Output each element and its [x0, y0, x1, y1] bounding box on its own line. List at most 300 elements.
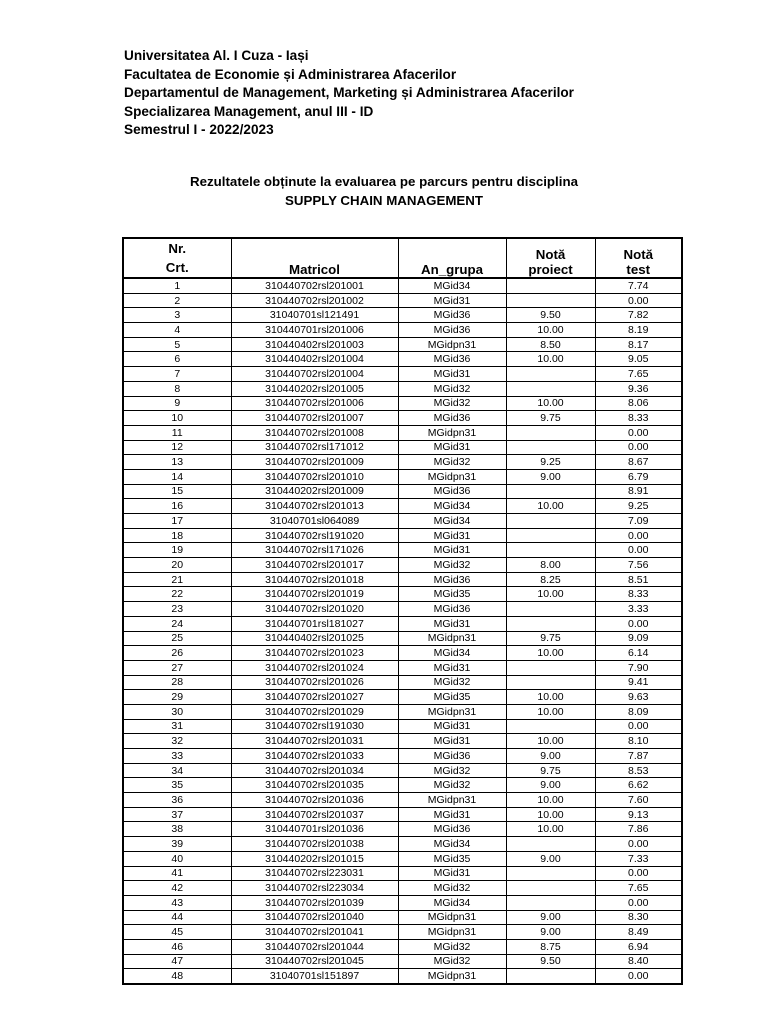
cell-nota-test: 0.00: [595, 528, 682, 543]
cell-nota-proiect: [506, 484, 595, 499]
cell-matricol: 310440702rsl201023: [231, 646, 398, 661]
cell-nota-proiect: 9.00: [506, 778, 595, 793]
cell-nr-crt: 42: [123, 881, 231, 896]
cell-nr-crt: 39: [123, 837, 231, 852]
cell-matricol: 310440402rsl201025: [231, 631, 398, 646]
cell-matricol: 310440702rsl201024: [231, 660, 398, 675]
cell-nota-proiect: 9.00: [506, 469, 595, 484]
cell-nota-proiect: 10.00: [506, 734, 595, 749]
cell-nr-crt: 16: [123, 499, 231, 514]
cell-matricol: 310440702rsl201035: [231, 778, 398, 793]
cell-nr-crt: 3: [123, 308, 231, 323]
header-an-grupa: An_grupa: [398, 238, 506, 278]
table-row: [123, 822, 682, 837]
cell-nota-proiect: [506, 660, 595, 675]
cell-nota-proiect: [506, 837, 595, 852]
table-row: [123, 631, 682, 646]
cell-an-grupa: MGidpn31: [398, 793, 506, 808]
cell-nota-proiect: [506, 543, 595, 558]
cell-nr-crt: 27: [123, 660, 231, 675]
cell-nr-crt: 7: [123, 367, 231, 382]
cell-nota-test: 9.25: [595, 499, 682, 514]
cell-nota-proiect: 10.00: [506, 807, 595, 822]
cell-nota-proiect: [506, 969, 595, 984]
cell-nota-proiect: 8.50: [506, 337, 595, 352]
table-header-row: [123, 238, 682, 278]
header-matricol: Matricol: [231, 238, 398, 278]
cell-nota-proiect: [506, 602, 595, 617]
cell-an-grupa: MGidpn31: [398, 925, 506, 940]
cell-nr-crt: 26: [123, 646, 231, 661]
cell-nota-test: 8.10: [595, 734, 682, 749]
cell-an-grupa: MGid31: [398, 367, 506, 382]
cell-nota-test: 7.82: [595, 308, 682, 323]
cell-an-grupa: MGidpn31: [398, 910, 506, 925]
cell-nr-crt: 20: [123, 558, 231, 573]
cell-an-grupa: MGid31: [398, 543, 506, 558]
cell-nota-test: 9.05: [595, 352, 682, 367]
cell-matricol: 310440702rsl201039: [231, 895, 398, 910]
cell-nota-test: 0.00: [595, 866, 682, 881]
table-row: [123, 837, 682, 852]
cell-an-grupa: MGid34: [398, 895, 506, 910]
cell-matricol: 310440702rsl201009: [231, 455, 398, 470]
table-row: [123, 323, 682, 338]
cell-nr-crt: 48: [123, 969, 231, 984]
cell-nota-test: 7.09: [595, 514, 682, 529]
cell-nota-proiect: 9.50: [506, 954, 595, 969]
cell-an-grupa: MGidpn31: [398, 631, 506, 646]
cell-nota-proiect: [506, 719, 595, 734]
cell-nr-crt: 21: [123, 572, 231, 587]
cell-nr-crt: 23: [123, 602, 231, 617]
table-row: [123, 954, 682, 969]
table-row: [123, 646, 682, 661]
cell-matricol: 310440702rsl201031: [231, 734, 398, 749]
table-row: [123, 602, 682, 617]
table-row: [123, 793, 682, 808]
table-row: [123, 763, 682, 778]
cell-nr-crt: 29: [123, 690, 231, 705]
table-row: [123, 293, 682, 308]
cell-an-grupa: MGid31: [398, 616, 506, 631]
cell-matricol: 310440202rsl201015: [231, 851, 398, 866]
cell-nota-test: 8.33: [595, 587, 682, 602]
cell-an-grupa: MGid34: [398, 837, 506, 852]
cell-nr-crt: 14: [123, 469, 231, 484]
cell-nota-proiect: [506, 425, 595, 440]
cell-an-grupa: MGid32: [398, 381, 506, 396]
cell-nr-crt: 31: [123, 719, 231, 734]
cell-nota-test: 8.30: [595, 910, 682, 925]
cell-nota-proiect: 10.00: [506, 323, 595, 338]
course-name: SUPPLY CHAIN MANAGEMENT: [285, 192, 483, 208]
cell-matricol: 310440702rsl201002: [231, 293, 398, 308]
table-row: [123, 484, 682, 499]
cell-nota-test: 0.00: [595, 543, 682, 558]
cell-matricol: 310440702rsl201037: [231, 807, 398, 822]
table-row: [123, 278, 682, 293]
table-row: [123, 895, 682, 910]
university-name: Universitatea Al. I Cuza - Iași: [124, 48, 309, 63]
cell-matricol: 310440702rsl201001: [231, 278, 398, 293]
results-table: [122, 237, 683, 985]
table-row: [123, 514, 682, 529]
cell-matricol: 310440402rsl201003: [231, 337, 398, 352]
table-row: [123, 528, 682, 543]
cell-nota-test: 0.00: [595, 837, 682, 852]
table-row: [123, 587, 682, 602]
table-row: [123, 396, 682, 411]
cell-nr-crt: 11: [123, 425, 231, 440]
cell-nota-proiect: 9.50: [506, 308, 595, 323]
cell-an-grupa: MGid36: [398, 749, 506, 764]
table-row: [123, 558, 682, 573]
cell-nr-crt: 19: [123, 543, 231, 558]
cell-nota-test: 0.00: [595, 616, 682, 631]
cell-matricol: 310440702rsl201033: [231, 749, 398, 764]
table-row: [123, 660, 682, 675]
cell-nota-proiect: 9.75: [506, 411, 595, 426]
cell-nr-crt: 8: [123, 381, 231, 396]
table-row: [123, 381, 682, 396]
cell-matricol: 310440701rsl181027: [231, 616, 398, 631]
cell-nota-proiect: 9.00: [506, 749, 595, 764]
cell-nr-crt: 34: [123, 763, 231, 778]
table-row: [123, 352, 682, 367]
cell-nota-proiect: 10.00: [506, 822, 595, 837]
table-row: [123, 572, 682, 587]
cell-an-grupa: MGidpn31: [398, 425, 506, 440]
table-row: [123, 616, 682, 631]
department-name: Departamentul de Management, Marketing și Administrarea Afacerilor: [124, 85, 574, 101]
cell-nr-crt: 12: [123, 440, 231, 455]
cell-matricol: 310440702rsl201007: [231, 411, 398, 426]
cell-nota-proiect: 8.75: [506, 939, 595, 954]
table-row: [123, 734, 682, 749]
header-nota-test: Notă test: [595, 238, 682, 278]
cell-matricol: 310440702rsl191020: [231, 528, 398, 543]
cell-nota-proiect: 10.00: [506, 396, 595, 411]
cell-nota-proiect: 10.00: [506, 793, 595, 808]
cell-nr-crt: 22: [123, 587, 231, 602]
cell-an-grupa: MGid32: [398, 954, 506, 969]
cell-nota-proiect: [506, 895, 595, 910]
cell-nota-test: 8.91: [595, 484, 682, 499]
cell-nota-proiect: 9.75: [506, 763, 595, 778]
cell-an-grupa: MGid36: [398, 323, 506, 338]
cell-nr-crt: 30: [123, 704, 231, 719]
cell-matricol: 310440702rsl201041: [231, 925, 398, 940]
cell-an-grupa: MGid32: [398, 558, 506, 573]
cell-an-grupa: MGid32: [398, 778, 506, 793]
cell-nr-crt: 18: [123, 528, 231, 543]
faculty-name: Facultatea de Economie și Administrarea Afacerilor: [124, 66, 457, 82]
cell-nota-proiect: 10.00: [506, 646, 595, 661]
cell-an-grupa: MGid32: [398, 763, 506, 778]
cell-nr-crt: 13: [123, 455, 231, 470]
cell-matricol: 310440702rsl201019: [231, 587, 398, 602]
cell-an-grupa: MGidpn31: [398, 704, 506, 719]
cell-an-grupa: MGid32: [398, 881, 506, 896]
cell-an-grupa: MGid36: [398, 572, 506, 587]
cell-matricol: 310440702rsl201036: [231, 793, 398, 808]
cell-nota-test: 0.00: [595, 440, 682, 455]
cell-nota-proiect: [506, 367, 595, 382]
cell-an-grupa: MGid32: [398, 455, 506, 470]
cell-nota-test: 9.63: [595, 690, 682, 705]
table-row: [123, 851, 682, 866]
cell-nr-crt: 1: [123, 278, 231, 293]
cell-nota-test: 7.90: [595, 660, 682, 675]
cell-nota-test: 0.00: [595, 969, 682, 984]
cell-nr-crt: 37: [123, 807, 231, 822]
cell-nr-crt: 15: [123, 484, 231, 499]
table-row: [123, 499, 682, 514]
cell-nota-proiect: 10.00: [506, 352, 595, 367]
cell-an-grupa: MGid32: [398, 675, 506, 690]
cell-nota-proiect: [506, 293, 595, 308]
table-row: [123, 308, 682, 323]
cell-nota-test: 8.51: [595, 572, 682, 587]
cell-nota-test: 6.62: [595, 778, 682, 793]
cell-an-grupa: MGid36: [398, 822, 506, 837]
cell-nota-proiect: 8.25: [506, 572, 595, 587]
cell-nota-proiect: [506, 675, 595, 690]
table-row: [123, 910, 682, 925]
cell-nr-crt: 32: [123, 734, 231, 749]
table-row: [123, 425, 682, 440]
cell-nr-crt: 44: [123, 910, 231, 925]
cell-an-grupa: MGid31: [398, 807, 506, 822]
cell-matricol: 310440702rsl201045: [231, 954, 398, 969]
cell-an-grupa: MGidpn31: [398, 469, 506, 484]
cell-nota-proiect: [506, 278, 595, 293]
table-row: [123, 969, 682, 984]
cell-nr-crt: 38: [123, 822, 231, 837]
cell-nota-test: 0.00: [595, 895, 682, 910]
cell-nota-test: 7.65: [595, 881, 682, 896]
cell-an-grupa: MGidpn31: [398, 969, 506, 984]
semester: Semestrul I - 2022/2023: [124, 122, 274, 138]
cell-nota-test: 8.06: [595, 396, 682, 411]
cell-matricol: 310440702rsl191030: [231, 719, 398, 734]
cell-nota-test: 8.67: [595, 455, 682, 470]
cell-nota-proiect: 8.00: [506, 558, 595, 573]
cell-nr-crt: 40: [123, 851, 231, 866]
table-row: [123, 719, 682, 734]
table-row: [123, 866, 682, 881]
cell-nota-proiect: 9.25: [506, 455, 595, 470]
table-row: [123, 778, 682, 793]
cell-nota-test: 6.94: [595, 939, 682, 954]
document-title: [0, 173, 768, 210]
table-row: [123, 543, 682, 558]
cell-nota-proiect: 10.00: [506, 587, 595, 602]
cell-nota-test: 3.33: [595, 602, 682, 617]
cell-an-grupa: MGid31: [398, 719, 506, 734]
cell-nr-crt: 5: [123, 337, 231, 352]
cell-an-grupa: MGid36: [398, 308, 506, 323]
cell-an-grupa: MGid34: [398, 278, 506, 293]
cell-matricol: 310440402rsl201004: [231, 352, 398, 367]
specialization: Specializarea Management, anul III - ID: [124, 103, 374, 119]
cell-nota-proiect: 10.00: [506, 690, 595, 705]
cell-nota-test: 8.40: [595, 954, 682, 969]
cell-matricol: 310440702rsl201017: [231, 558, 398, 573]
cell-nota-test: 0.00: [595, 719, 682, 734]
cell-matricol: 310440702rsl171026: [231, 543, 398, 558]
cell-nota-proiect: 9.00: [506, 910, 595, 925]
cell-nota-test: 8.17: [595, 337, 682, 352]
cell-an-grupa: MGid32: [398, 396, 506, 411]
cell-nota-test: 6.14: [595, 646, 682, 661]
cell-nr-crt: 17: [123, 514, 231, 529]
cell-matricol: 310440702rsl201040: [231, 910, 398, 925]
cell-matricol: 310440702rsl171012: [231, 440, 398, 455]
cell-matricol: 310440702rsl201013: [231, 499, 398, 514]
cell-nr-crt: 2: [123, 293, 231, 308]
cell-nota-test: 8.53: [595, 763, 682, 778]
cell-matricol: 310440702rsl201004: [231, 367, 398, 382]
cell-an-grupa: MGid31: [398, 528, 506, 543]
cell-nota-proiect: 9.75: [506, 631, 595, 646]
cell-an-grupa: MGid35: [398, 851, 506, 866]
table-row: [123, 675, 682, 690]
cell-matricol: 310440202rsl201009: [231, 484, 398, 499]
cell-matricol: 310440702rsl201026: [231, 675, 398, 690]
cell-nota-test: 6.79: [595, 469, 682, 484]
cell-nr-crt: 46: [123, 939, 231, 954]
cell-an-grupa: MGid36: [398, 484, 506, 499]
cell-an-grupa: MGid35: [398, 587, 506, 602]
cell-matricol: 310440702rsl201038: [231, 837, 398, 852]
cell-an-grupa: MGidpn31: [398, 337, 506, 352]
cell-nr-crt: 36: [123, 793, 231, 808]
cell-an-grupa: MGid34: [398, 514, 506, 529]
table-row: [123, 411, 682, 426]
cell-matricol: 310440701rsl201006: [231, 323, 398, 338]
title-line-1: Rezultatele obținute la evaluarea pe parcurs pentru disciplina: [190, 174, 578, 189]
document-header: [124, 47, 574, 140]
cell-nota-proiect: [506, 881, 595, 896]
cell-nota-proiect: [506, 616, 595, 631]
cell-matricol: 310440702rsl201020: [231, 602, 398, 617]
cell-nr-crt: 28: [123, 675, 231, 690]
cell-nr-crt: 10: [123, 411, 231, 426]
cell-nota-test: 9.13: [595, 807, 682, 822]
cell-matricol: 310440702rsl201018: [231, 572, 398, 587]
cell-an-grupa: MGid31: [398, 293, 506, 308]
cell-matricol: 310440702rsl223034: [231, 881, 398, 896]
table-row: [123, 749, 682, 764]
table-body: [123, 278, 682, 984]
cell-an-grupa: MGid35: [398, 690, 506, 705]
cell-an-grupa: MGid34: [398, 499, 506, 514]
cell-nr-crt: 43: [123, 895, 231, 910]
cell-an-grupa: MGid31: [398, 440, 506, 455]
cell-nota-test: 8.09: [595, 704, 682, 719]
cell-nr-crt: 9: [123, 396, 231, 411]
cell-nota-proiect: [506, 514, 595, 529]
cell-nr-crt: 33: [123, 749, 231, 764]
cell-matricol: 310440702rsl201027: [231, 690, 398, 705]
cell-nr-crt: 25: [123, 631, 231, 646]
cell-nota-test: 7.65: [595, 367, 682, 382]
cell-nota-test: 7.33: [595, 851, 682, 866]
cell-an-grupa: MGid36: [398, 352, 506, 367]
cell-an-grupa: MGid31: [398, 866, 506, 881]
cell-nota-proiect: 10.00: [506, 499, 595, 514]
cell-nota-test: 7.87: [595, 749, 682, 764]
cell-nota-proiect: [506, 528, 595, 543]
cell-nota-test: 7.74: [595, 278, 682, 293]
cell-nota-test: 8.19: [595, 323, 682, 338]
cell-nota-test: 0.00: [595, 293, 682, 308]
cell-matricol: 310440702rsl201034: [231, 763, 398, 778]
cell-nr-crt: 4: [123, 323, 231, 338]
cell-matricol: 31040701sl121491: [231, 308, 398, 323]
cell-nota-test: 8.49: [595, 925, 682, 940]
cell-nota-test: 7.56: [595, 558, 682, 573]
cell-matricol: 310440702rsl201008: [231, 425, 398, 440]
cell-matricol: 310440702rsl201044: [231, 939, 398, 954]
cell-an-grupa: MGid36: [398, 411, 506, 426]
table-row: [123, 469, 682, 484]
table-row: [123, 807, 682, 822]
cell-matricol: 31040701sl064089: [231, 514, 398, 529]
table-row: [123, 939, 682, 954]
cell-nota-test: 9.41: [595, 675, 682, 690]
header-nr-crt: Nr. Crt.: [123, 238, 231, 278]
cell-nota-test: 9.09: [595, 631, 682, 646]
cell-matricol: 310440202rsl201005: [231, 381, 398, 396]
cell-nr-crt: 41: [123, 866, 231, 881]
cell-matricol: 310440702rsl201006: [231, 396, 398, 411]
cell-nr-crt: 6: [123, 352, 231, 367]
cell-an-grupa: MGid36: [398, 602, 506, 617]
cell-an-grupa: MGid32: [398, 939, 506, 954]
cell-nota-proiect: 9.00: [506, 851, 595, 866]
cell-nr-crt: 45: [123, 925, 231, 940]
table-row: [123, 337, 682, 352]
cell-nota-proiect: [506, 866, 595, 881]
cell-nota-test: 8.33: [595, 411, 682, 426]
table-row: [123, 881, 682, 896]
table-row: [123, 925, 682, 940]
table-row: [123, 690, 682, 705]
cell-nota-test: 7.86: [595, 822, 682, 837]
cell-an-grupa: MGid34: [398, 646, 506, 661]
cell-nota-proiect: 9.00: [506, 925, 595, 940]
cell-matricol: 310440702rsl223031: [231, 866, 398, 881]
table-row: [123, 440, 682, 455]
cell-nota-proiect: [506, 381, 595, 396]
cell-matricol: 31040701sl151897: [231, 969, 398, 984]
cell-matricol: 310440702rsl201029: [231, 704, 398, 719]
cell-nota-test: 7.60: [595, 793, 682, 808]
cell-nota-test: 0.00: [595, 425, 682, 440]
cell-matricol: 310440702rsl201010: [231, 469, 398, 484]
cell-nr-crt: 35: [123, 778, 231, 793]
table-row: [123, 455, 682, 470]
cell-an-grupa: MGid31: [398, 660, 506, 675]
cell-matricol: 310440701rsl201036: [231, 822, 398, 837]
cell-an-grupa: MGid31: [398, 734, 506, 749]
cell-nr-crt: 24: [123, 616, 231, 631]
cell-nr-crt: 47: [123, 954, 231, 969]
table-row: [123, 704, 682, 719]
